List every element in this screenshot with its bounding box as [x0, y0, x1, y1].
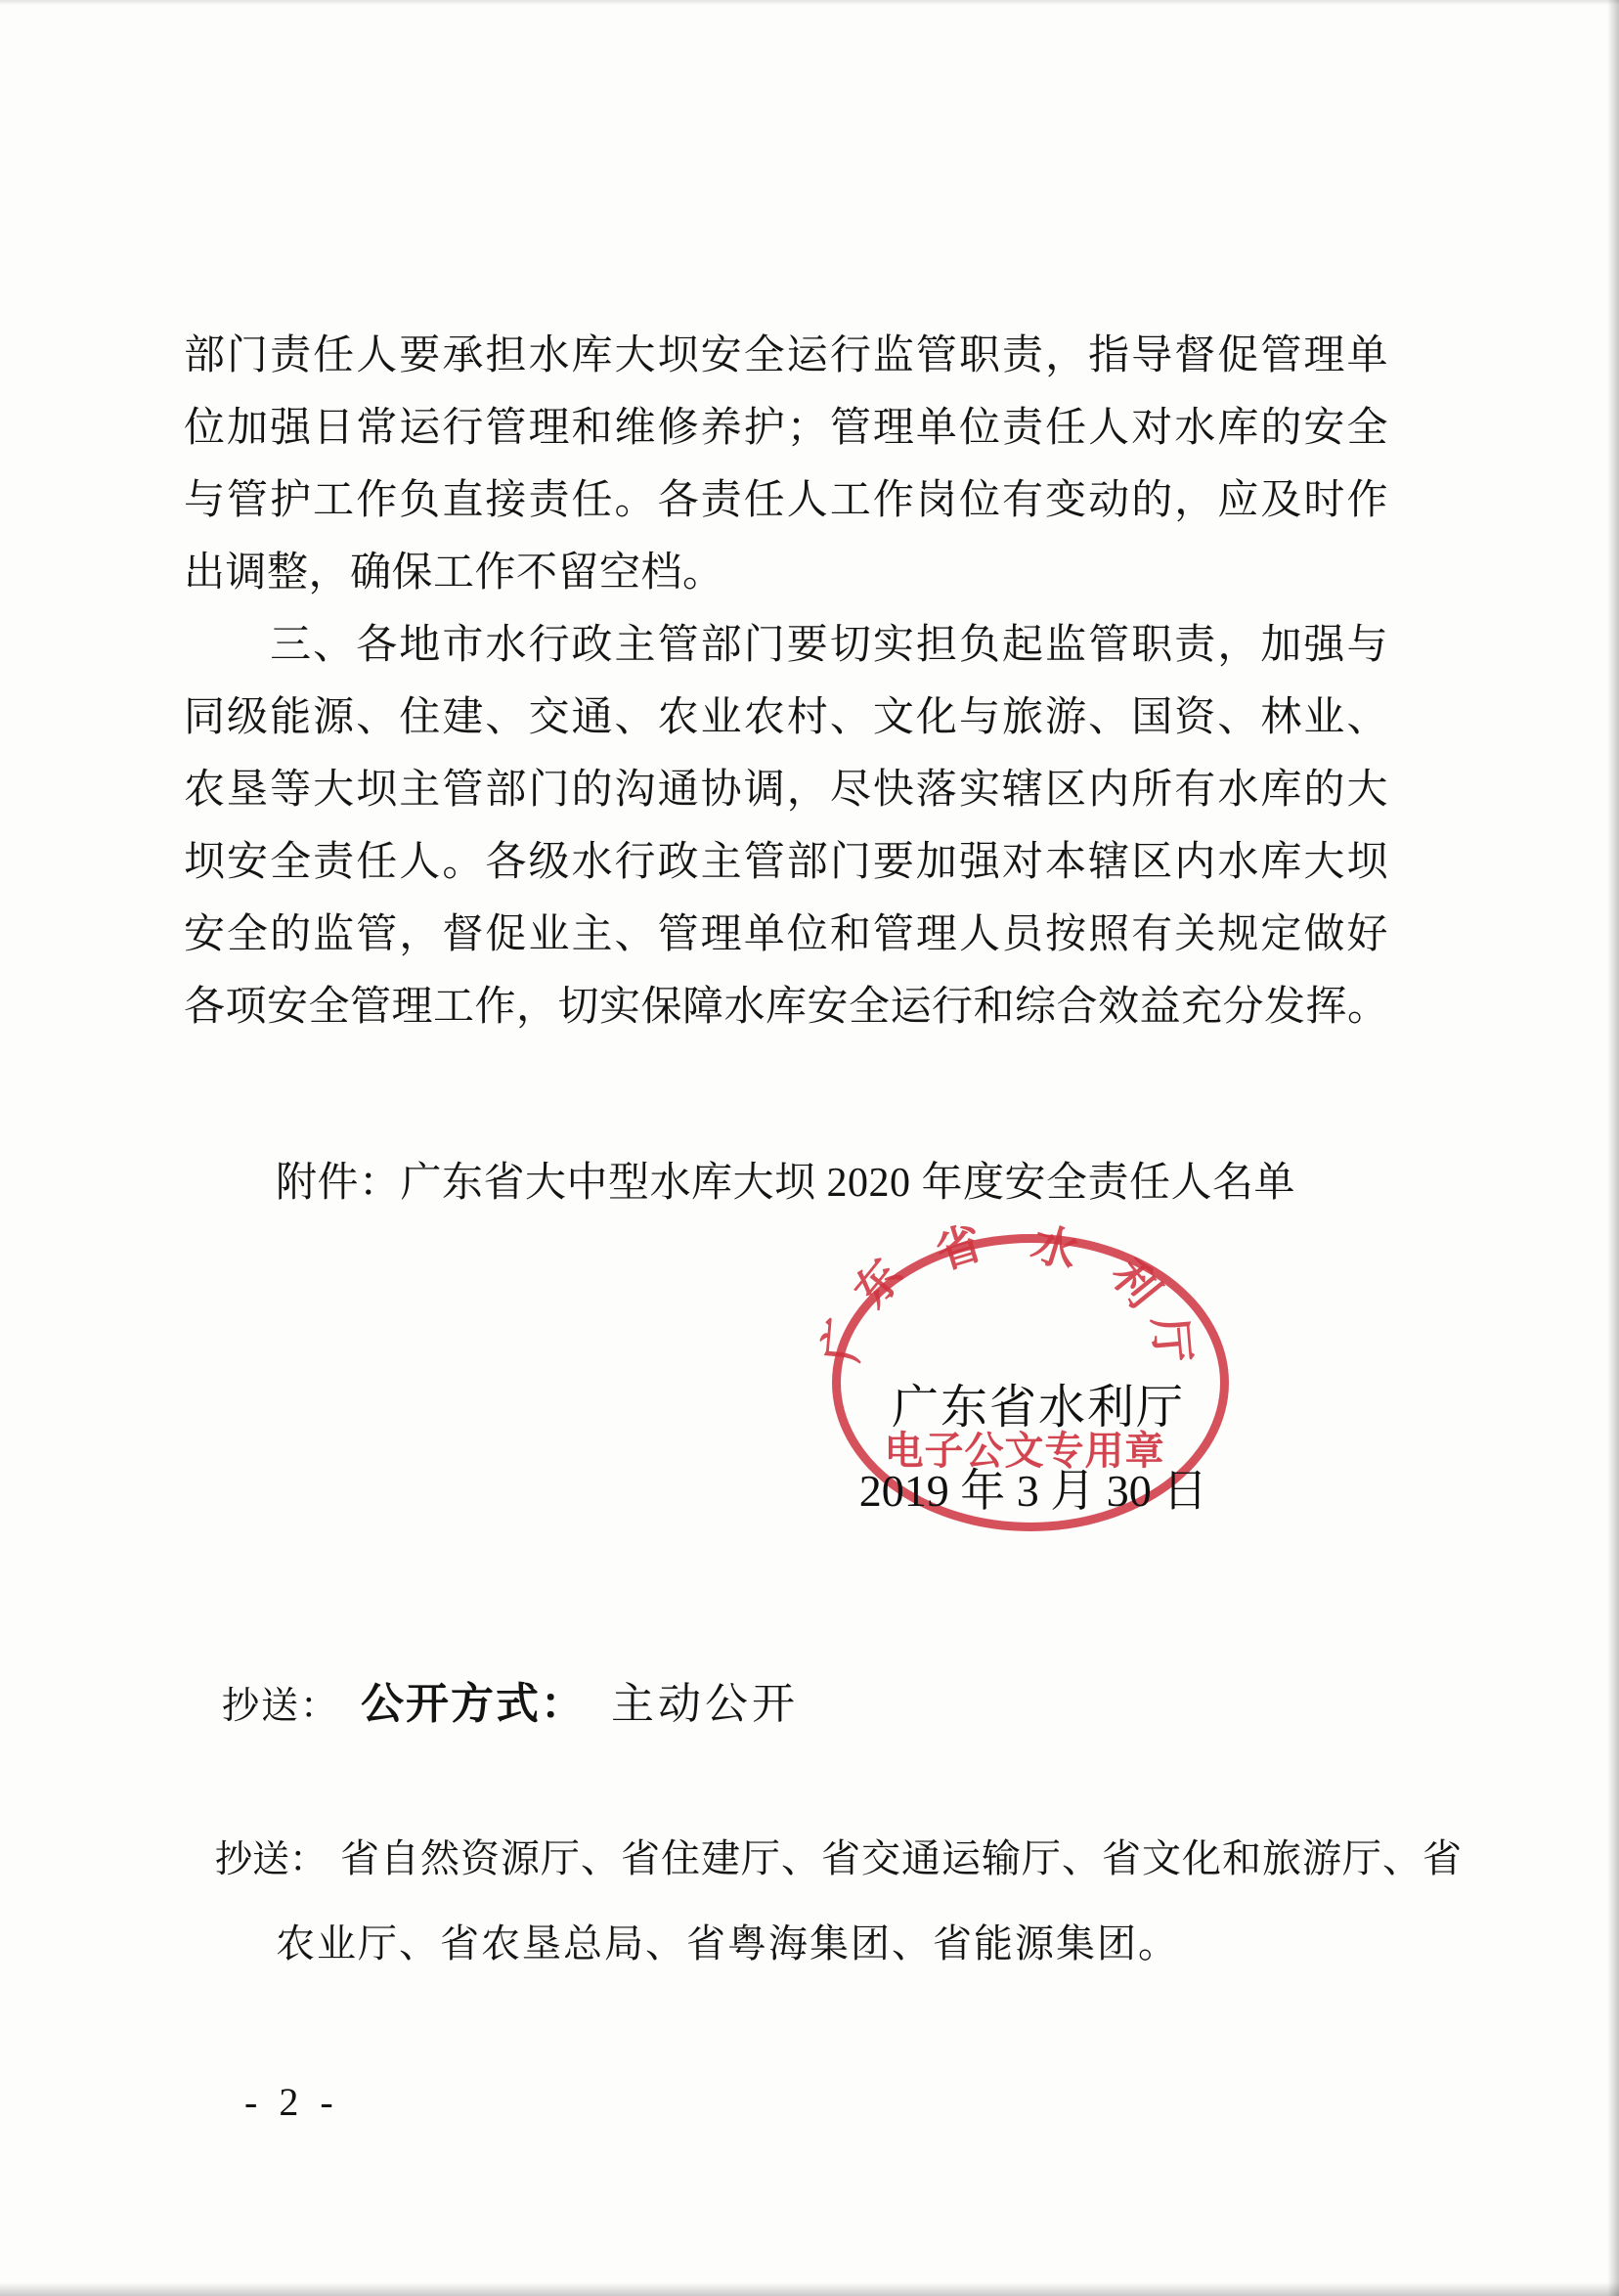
paragraph-line: 出调整，确保工作不留空档。	[184, 551, 724, 596]
body-paragraphs	[184, 320, 1388, 1043]
paragraph-line: 安全的监管，督促业主、管理单位和管理人员按照有关规定做好	[184, 912, 1388, 957]
stamp-arc-char: 东	[845, 1250, 913, 1317]
paragraph-line: 与管护工作负直接责任。各责任人工作岗位有变动的，应及时作	[184, 478, 1388, 523]
paragraph-line: 坝安全责任人。各级水行政主管部门要加强对本辖区内水库大坝	[184, 840, 1388, 885]
scan-edge-bottom	[0, 2282, 1619, 2296]
paragraph-line: 同级能源、住建、交通、农业农村、文化与旅游、国资、林业、	[184, 695, 1388, 740]
cc-recipients-line1: 省自然资源厅、省住建厅、省交通运输厅、省文化和旅游厅、省	[340, 1836, 1464, 1880]
paragraph-line: 各项安全管理工作，切实保障水库安全运行和综合效益充分发挥。	[184, 985, 1389, 1030]
paragraph-line: 农垦等大坝主管部门的沟通协调，尽快落实辖区内所有水库的大	[184, 768, 1388, 813]
signature-department: 广东省水利厅	[891, 1382, 1186, 1434]
attachment-line: 附件：广东省大中型水库大坝 2020 年度安全责任人名单	[276, 1161, 1296, 1206]
paragraph-line: 位加强日常运行管理和维修养护；管理单位责任人对水库的安全	[184, 406, 1388, 451]
signature-date: 2019 年 3 月 30 日	[858, 1466, 1208, 1516]
paragraph-line: 三、各地市水行政主管部门要切实担负起监管职责，加强与	[184, 623, 1388, 668]
cc-block	[215, 1817, 1463, 1985]
scan-edge-top	[0, 0, 1619, 5]
stamp-center-text: 电子公文专用章	[884, 1430, 1165, 1473]
cc-line	[215, 1817, 1463, 1902]
scan-edge-right	[1607, 0, 1619, 2296]
cc-label: 抄送：	[222, 1686, 340, 1727]
disclosure-row	[222, 1668, 799, 1731]
cc-recipients-line2: 农业厅、省农垦总局、省粤海集团、省能源集团。	[276, 1921, 1179, 1965]
page-number: - 2 -	[244, 2080, 339, 2124]
stamp-arc-char: 厅	[1144, 1315, 1198, 1365]
disclosure-method-value: 主动公开	[611, 1680, 800, 1728]
stamp-arc-char: 省	[930, 1217, 988, 1279]
stamp-arc-char: 广	[816, 1315, 870, 1365]
disclosure-method-label: 公开方式：	[361, 1680, 587, 1728]
cc-block-label: 抄送：	[215, 1839, 328, 1880]
stamp-arc-char: 水	[1026, 1217, 1084, 1279]
stamp-arc-char: 利	[1101, 1250, 1169, 1317]
paragraph-line: 部门责任人要承担水库大坝安全运行监管职责，指导督促管理单	[184, 333, 1388, 378]
